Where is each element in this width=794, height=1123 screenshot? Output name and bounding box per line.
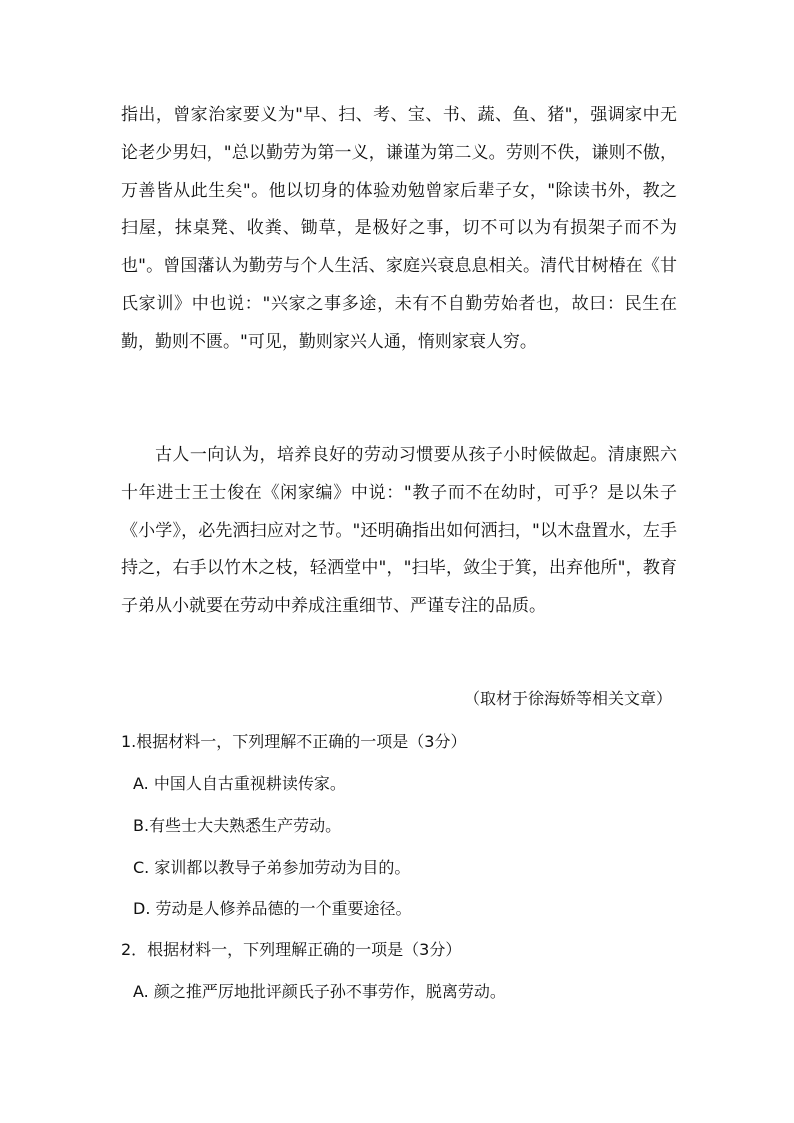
question-1-option-b: B.有些士大夫熟悉生产劳动。: [133, 816, 342, 835]
passage-paragraph-1: 指出，曾家治家要义为"早、扫、考、宝、书、蔬、鱼、猪"，强调家中无论老少男妇，"总以勤劳为第一义，谦谨为第二义。劳则不佚，谦则不傲，万善皆从此生矣"。他以切身的体验劝勉曾家后辈子女，"除读书外，教之扫屋，抹桌凳、收粪、锄草，是极好之事，切不可以为有损架子而不为也"。曾国藩认为勤劳与个人生活、家庭兴衰息息相关。清代甘树椿在《甘氏家训》中也说："兴家之事多途，未有不自勤劳始者也，故曰：民生在勤，勤则不匮。"可见，勤则家兴人通，惰则家衰人穷。: [121, 105, 677, 352]
question-2-option-a: A. 颜之推严厉地批评颜氏子孙不事劳作，脱离劳动。: [133, 982, 506, 1001]
question-2-stem: 2．根据材料一，下列理解正确的一项是（3分）: [121, 940, 462, 959]
question-1-option-c: C. 家训都以教导子弟参加劳动为目的。: [133, 858, 411, 877]
question-1-stem: 1.根据材料一，下列理解不正确的一项是（3分）: [121, 732, 467, 751]
passage-source: （取材于徐海娇等相关文章）: [463, 689, 672, 708]
passage-paragraph-2: 古人一向认为，培养良好的劳动习惯要从孩子小时候做起。清康熙六十年进士王士俊在《闲家编》中说："教子而不在幼时，可乎？是以朱子《小学》，必先洒扫应对之节。"还明确指出如何洒扫，"以木盘置水，左手持之，右手以竹木之枝，轻洒堂中"，"扫毕，敛尘于箕，出弃他所"，教育子弟从小就要在劳动中养成注重细节、严谨专注的品质。: [121, 445, 677, 617]
question-1-option-a: A. 中国人自古重视耕读传家。: [133, 774, 346, 793]
question-1-option-d: D. 劳动是人修养品德的一个重要途径。: [133, 899, 412, 918]
